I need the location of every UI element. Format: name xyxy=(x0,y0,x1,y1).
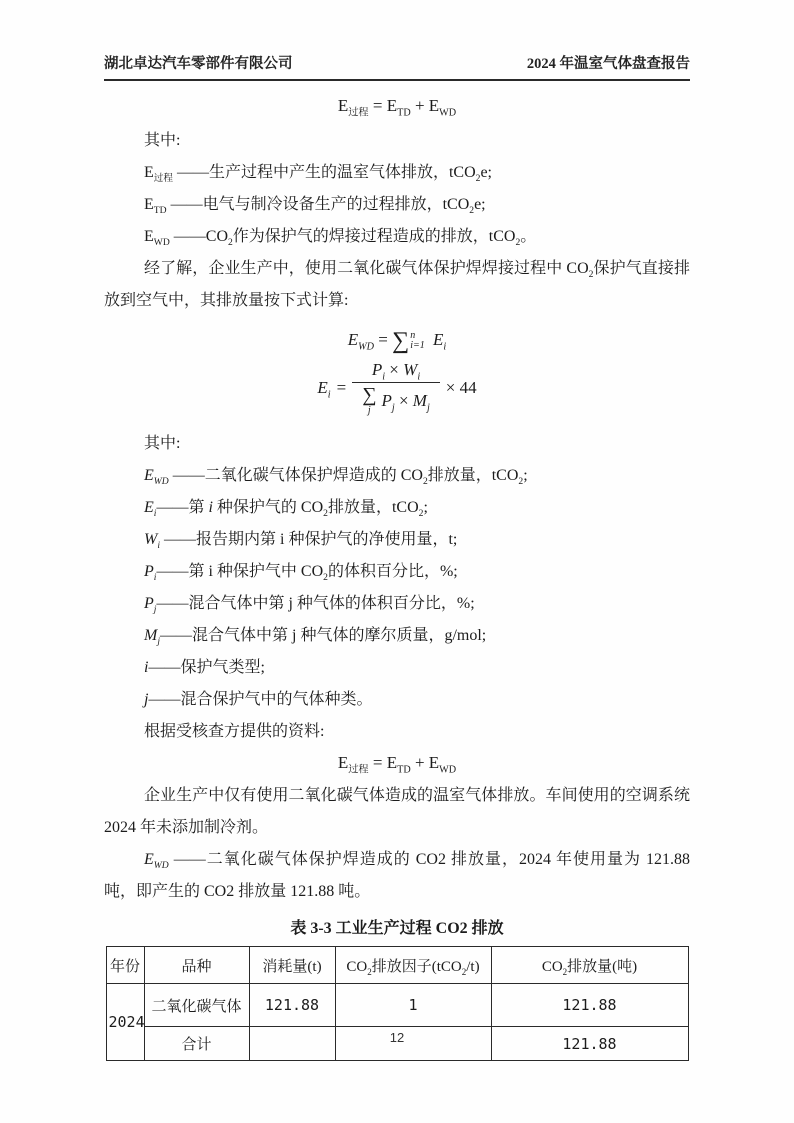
where-label-2: 其中: xyxy=(144,435,181,453)
definition-wi: $W_i$ ——报告期内第 i 种保护气的净使用量，t; xyxy=(144,531,458,552)
frac-times-44: × 44 xyxy=(445,378,477,398)
header-report-title: 2024 年温室气体盘查报告 xyxy=(526,56,690,72)
sum-equals: = xyxy=(378,330,388,349)
denominator-sigma: ∑ j xyxy=(362,384,377,417)
sigma-symbol: ∑ n i=1 xyxy=(392,328,425,355)
formula-process-emission-2: $E_{过程} = E_{TD} + E_{WD}$ xyxy=(337,753,457,776)
cell-consumption: 121.88 xyxy=(249,984,335,1027)
fraction-numerator: $P_i \times W_i$ xyxy=(371,360,421,383)
frac-lhs: $E_i$ xyxy=(317,378,331,401)
paragraph-data-source: 根据受核查方提供的资料: xyxy=(144,723,325,741)
cell-year: 2024 xyxy=(106,984,144,1061)
header-company-name: 湖北卓达汽车零部件有限公司 xyxy=(104,56,293,72)
table-caption: 表 3-3 工业生产过程 CO2 排放 xyxy=(290,920,504,938)
definition-e-wd: $E_{WD}$ $——CO_2$作为保护气的焊接过程造成的排放，tCO$_2$。 xyxy=(144,228,537,249)
formula-ewd-sum xyxy=(104,327,690,354)
definition-pi: $P_i——$第 i 种保护气中 $CO_2$的体积百分比，%; xyxy=(144,563,458,584)
table-row xyxy=(106,984,688,1027)
paragraph-ewd-usage: $E_{WD}$ ——二氧化碳气体保护焊造成的 CO2 排放量，2024 年使用量为 121.88 吨，即产生的 CO2 排放量 121.88 吨。 xyxy=(104,851,690,901)
where-label-1: 其中: xyxy=(144,132,181,149)
frac-equals: = xyxy=(336,378,347,398)
definition-i: i——保护气类型; xyxy=(144,659,265,677)
denominator-terms: $P_j \times M_j$ xyxy=(381,390,430,413)
sigma-upper-limit: n xyxy=(410,329,416,341)
cell-total-emission: 121.88 xyxy=(491,1027,688,1061)
sigma-lower-limit: i=1 xyxy=(410,340,425,352)
header-year: 年份 xyxy=(106,947,144,984)
paragraph-only-co2: 企业生产中仅有使用二氧化碳气体造成的温室气体排放。车间使用的空调系统 2024 年未添加制冷剂。 xyxy=(104,787,690,837)
sum-lhs: $E_{WD}$ xyxy=(347,330,374,353)
header-consumption: 消耗量(t) xyxy=(249,947,335,984)
cell-factor: 1 xyxy=(335,984,491,1027)
formula-process-emission-1: $E_{过程} = E_{TD} + E_{WD}$ xyxy=(337,96,457,119)
document-body xyxy=(0,93,794,1061)
table-header-row xyxy=(106,947,688,984)
cell-total-label: 合计 xyxy=(144,1027,249,1061)
definition-pj: $P_j——$混合气体中第 j 种气体的体积百分比，%; xyxy=(144,595,475,616)
sum-rhs: $E_i$ xyxy=(432,330,447,353)
definition-j: j——混合保护气中的气体种类。 xyxy=(144,691,373,709)
cell-emission: 121.88 xyxy=(491,984,688,1027)
formula-ei-fraction xyxy=(104,360,690,416)
fraction xyxy=(352,360,440,416)
definition-e-process: $E_{过程}$ ——生产过程中产生的温室气体排放，tCO$_2$e; xyxy=(144,164,492,185)
paragraph-welding-intro: 经了解，企业生产中，使用二氧化碳气体保护焊焊接过程中 $CO_2$保护气直接排放到空气中，其排放量按下式计算: xyxy=(104,260,690,309)
header-emission-amount: $CO_2$排放量(吨) xyxy=(491,947,688,984)
definition-mj: $M_j——$混合气体中第 j 种气体的摩尔质量，g/mol; xyxy=(144,627,487,648)
cell-species: 二氧化碳气体 xyxy=(144,984,249,1027)
definition-e-td: $E_{TD}$ ——电气与制冷设备生产的过程排放，tCO$_2$e; xyxy=(144,196,486,217)
fraction-denominator xyxy=(352,382,440,416)
definition-ei: $E_i——$第 i 种保护气的 $CO_2$排放量，tCO$_2$; xyxy=(144,499,428,520)
header-emission-factor: $CO_2$排放因子(tCO$_2$/t) xyxy=(335,947,491,984)
header-species: 品种 xyxy=(144,947,249,984)
definition-ewd-2: $E_{WD}$ ——二氧化碳气体保护焊造成的 $CO_2$排放量，tCO$_2$; xyxy=(144,467,528,488)
page-number: 12 xyxy=(389,1030,405,1045)
page-header xyxy=(104,52,690,81)
